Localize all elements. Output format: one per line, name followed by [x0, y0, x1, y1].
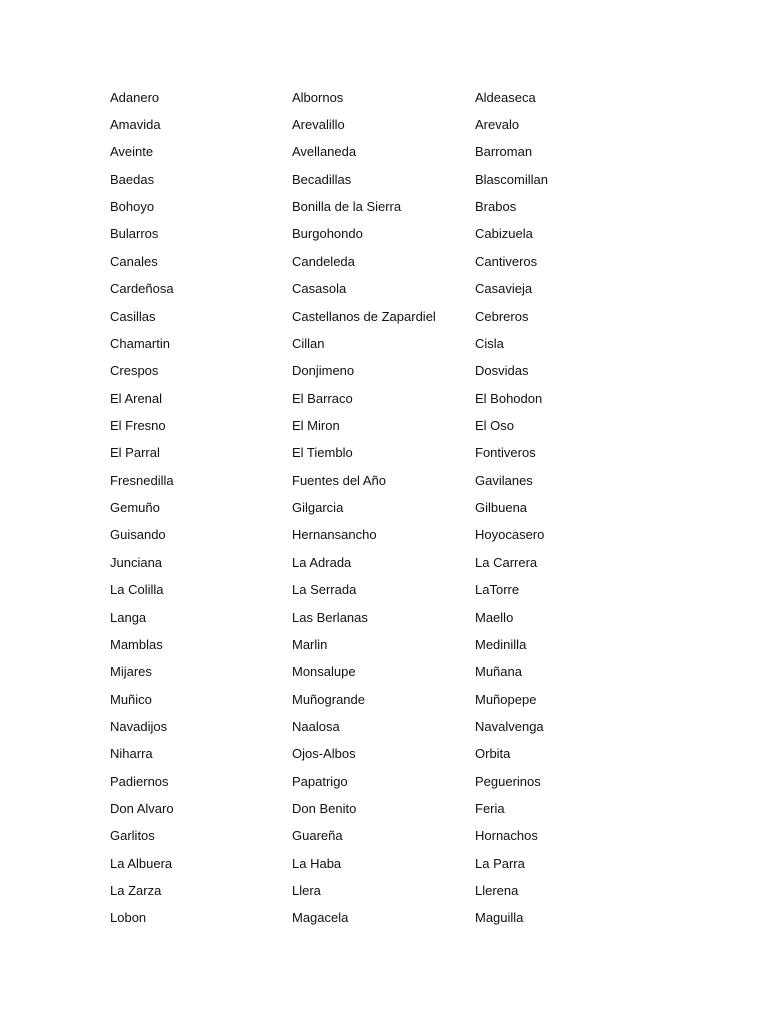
- place-name-cell: Blascomillan: [475, 171, 548, 187]
- place-name-cell: Crespos: [110, 363, 159, 379]
- table-row: [110, 166, 635, 193]
- place-name-cell: La Zarza: [110, 883, 162, 899]
- place-name-cell: Bohoyo: [110, 199, 155, 215]
- place-name-cell: La Haba: [292, 855, 342, 871]
- place-name-cell: Orbita: [475, 746, 511, 762]
- place-name-cell: El Barraco: [292, 390, 353, 406]
- place-name-cell: Magacela: [292, 910, 349, 926]
- place-name-cell: Becadillas: [292, 171, 352, 187]
- place-name-cell: El Oso: [475, 417, 515, 433]
- place-name-cell: Muñogrande: [292, 691, 365, 707]
- place-name-cell: Guareña: [292, 828, 343, 844]
- place-name-cell: Llera: [292, 883, 321, 899]
- place-name-cell: El Arenal: [110, 390, 163, 406]
- table-row: [110, 549, 635, 576]
- place-name-cell: Albornos: [292, 89, 344, 105]
- place-name-cell: Feria: [475, 801, 505, 817]
- place-name-cell: Muñana: [475, 664, 522, 680]
- place-name-cell: Padiernos: [110, 773, 169, 789]
- place-name-cell: Navadijos: [110, 718, 168, 734]
- table-row: [110, 276, 635, 303]
- place-name-cell: Baedas: [110, 171, 155, 187]
- place-name-cell: Las Berlanas: [292, 609, 368, 625]
- place-name-cell: La Adrada: [292, 554, 352, 570]
- place-name-cell: Bonilla de la Sierra: [292, 199, 402, 215]
- place-name-cell: Gilgarcia: [292, 500, 344, 516]
- table-row: [110, 631, 635, 658]
- place-name-cell: Llerena: [475, 883, 519, 899]
- place-name-cell: Candeleda: [292, 253, 355, 269]
- place-name-cell: Cardeñosa: [110, 281, 174, 297]
- place-name-cell: Donjimeno: [292, 363, 355, 379]
- place-name-cell: La Serrada: [292, 582, 357, 598]
- place-name-cell: Gavilanes: [475, 472, 533, 488]
- place-name-cell: Monsalupe: [292, 664, 356, 680]
- place-name-cell: Casavieja: [475, 281, 533, 297]
- place-name-cell: Hernansancho: [292, 527, 377, 543]
- place-name-cell: Peguerinos: [475, 773, 541, 789]
- place-name-cell: Casillas: [110, 308, 156, 324]
- table-row: [110, 385, 635, 412]
- table-row: [110, 522, 635, 549]
- place-name-cell: Muñico: [110, 691, 152, 707]
- table-row: [110, 795, 635, 822]
- place-name-cell: Ojos-Albos: [292, 746, 356, 762]
- place-name-cell: Arevalo: [475, 117, 520, 133]
- place-name-cell: Fontiveros: [475, 445, 536, 461]
- table-row: [110, 412, 635, 439]
- place-name-cell: Cillan: [292, 335, 325, 351]
- place-name-cell: Hornachos: [475, 828, 538, 844]
- table-row: [110, 713, 635, 740]
- place-name-cell: Fresnedilla: [110, 472, 174, 488]
- place-name-cell: Don Alvaro: [110, 801, 174, 817]
- place-name-cell: La Colilla: [110, 582, 164, 598]
- place-name-cell: Amavida: [110, 117, 161, 133]
- place-name-cell: Adanero: [110, 89, 160, 105]
- place-name-cell: La Carrera: [475, 554, 538, 570]
- table-row: [110, 741, 635, 768]
- place-name-cell: Junciana: [110, 554, 163, 570]
- place-name-cell: Don Benito: [292, 801, 357, 817]
- table-row: [110, 494, 635, 521]
- place-name-table: [110, 84, 635, 932]
- table-row: [110, 303, 635, 330]
- place-name-cell: Canales: [110, 253, 158, 269]
- table-row: [110, 358, 635, 385]
- place-name-cell: Aldeaseca: [475, 89, 536, 105]
- place-name-cell: Cantiveros: [475, 253, 538, 269]
- table-row: [110, 823, 635, 850]
- place-name-cell: Hoyocasero: [475, 527, 545, 543]
- place-name-cell: Langa: [110, 609, 147, 625]
- place-name-cell: Cisla: [475, 335, 504, 351]
- place-name-cell: Burgohondo: [292, 226, 363, 242]
- place-name-cell: Garlitos: [110, 828, 155, 844]
- place-name-cell: Chamartin: [110, 335, 170, 351]
- table-row: [110, 193, 635, 220]
- place-name-cell: Gilbuena: [475, 500, 528, 516]
- place-name-cell: Barroman: [475, 144, 533, 160]
- place-name-cell: Guisando: [110, 527, 166, 543]
- place-name-cell: Mijares: [110, 664, 152, 680]
- place-name-cell: El Miron: [292, 417, 340, 433]
- place-name-cell: Marlin: [292, 636, 328, 652]
- place-name-cell: Arevalillo: [292, 117, 345, 133]
- place-name-cell: Cabizuela: [475, 226, 533, 242]
- place-name-cell: Avellaneda: [292, 144, 357, 160]
- table-row: [110, 248, 635, 275]
- table-row: [110, 576, 635, 603]
- place-name-cell: Medinilla: [475, 636, 527, 652]
- table-row: [110, 850, 635, 877]
- place-name-cell: Aveinte: [110, 144, 154, 160]
- place-name-cell: Navalvenga: [475, 718, 544, 734]
- place-name-cell: Maguilla: [475, 910, 524, 926]
- place-name-cell: LaTorre: [475, 582, 520, 598]
- table-body: [110, 84, 635, 932]
- table-row: [110, 84, 635, 111]
- place-name-cell: Lobon: [110, 910, 147, 926]
- table-row: [110, 467, 635, 494]
- place-name-cell: Papatrigo: [292, 773, 348, 789]
- place-name-cell: El Tiemblo: [292, 445, 353, 461]
- table-row: [110, 686, 635, 713]
- place-name-cell: Brabos: [475, 199, 517, 215]
- place-name-cell: La Albuera: [110, 855, 173, 871]
- table-row: [110, 905, 635, 932]
- place-name-cell: El Bohodon: [475, 390, 543, 406]
- place-name-cell: Maello: [475, 609, 514, 625]
- place-name-cell: Naalosa: [292, 718, 340, 734]
- table-row: [110, 221, 635, 248]
- place-name-cell: Fuentes del Año: [292, 472, 386, 488]
- table-row: [110, 139, 635, 166]
- place-name-cell: Dosvidas: [475, 363, 529, 379]
- place-name-cell: La Parra: [475, 855, 525, 871]
- table-row: [110, 440, 635, 467]
- place-name-cell: Cebreros: [475, 308, 529, 324]
- place-name-cell: Niharra: [110, 746, 153, 762]
- place-name-cell: Mamblas: [110, 636, 163, 652]
- table-row: [110, 330, 635, 357]
- table-row: [110, 659, 635, 686]
- table-row: [110, 877, 635, 904]
- place-name-cell: Castellanos de Zapardiel: [292, 308, 436, 324]
- place-name-cell: Gemuño: [110, 500, 160, 516]
- place-name-cell: Bularros: [110, 226, 159, 242]
- table-row: [110, 768, 635, 795]
- place-name-cell: El Parral: [110, 445, 160, 461]
- place-name-cell: El Fresno: [110, 417, 166, 433]
- table-row: [110, 604, 635, 631]
- table-row: [110, 111, 635, 138]
- place-name-cell: Muñopepe: [475, 691, 537, 707]
- place-name-cell: Casasola: [292, 281, 347, 297]
